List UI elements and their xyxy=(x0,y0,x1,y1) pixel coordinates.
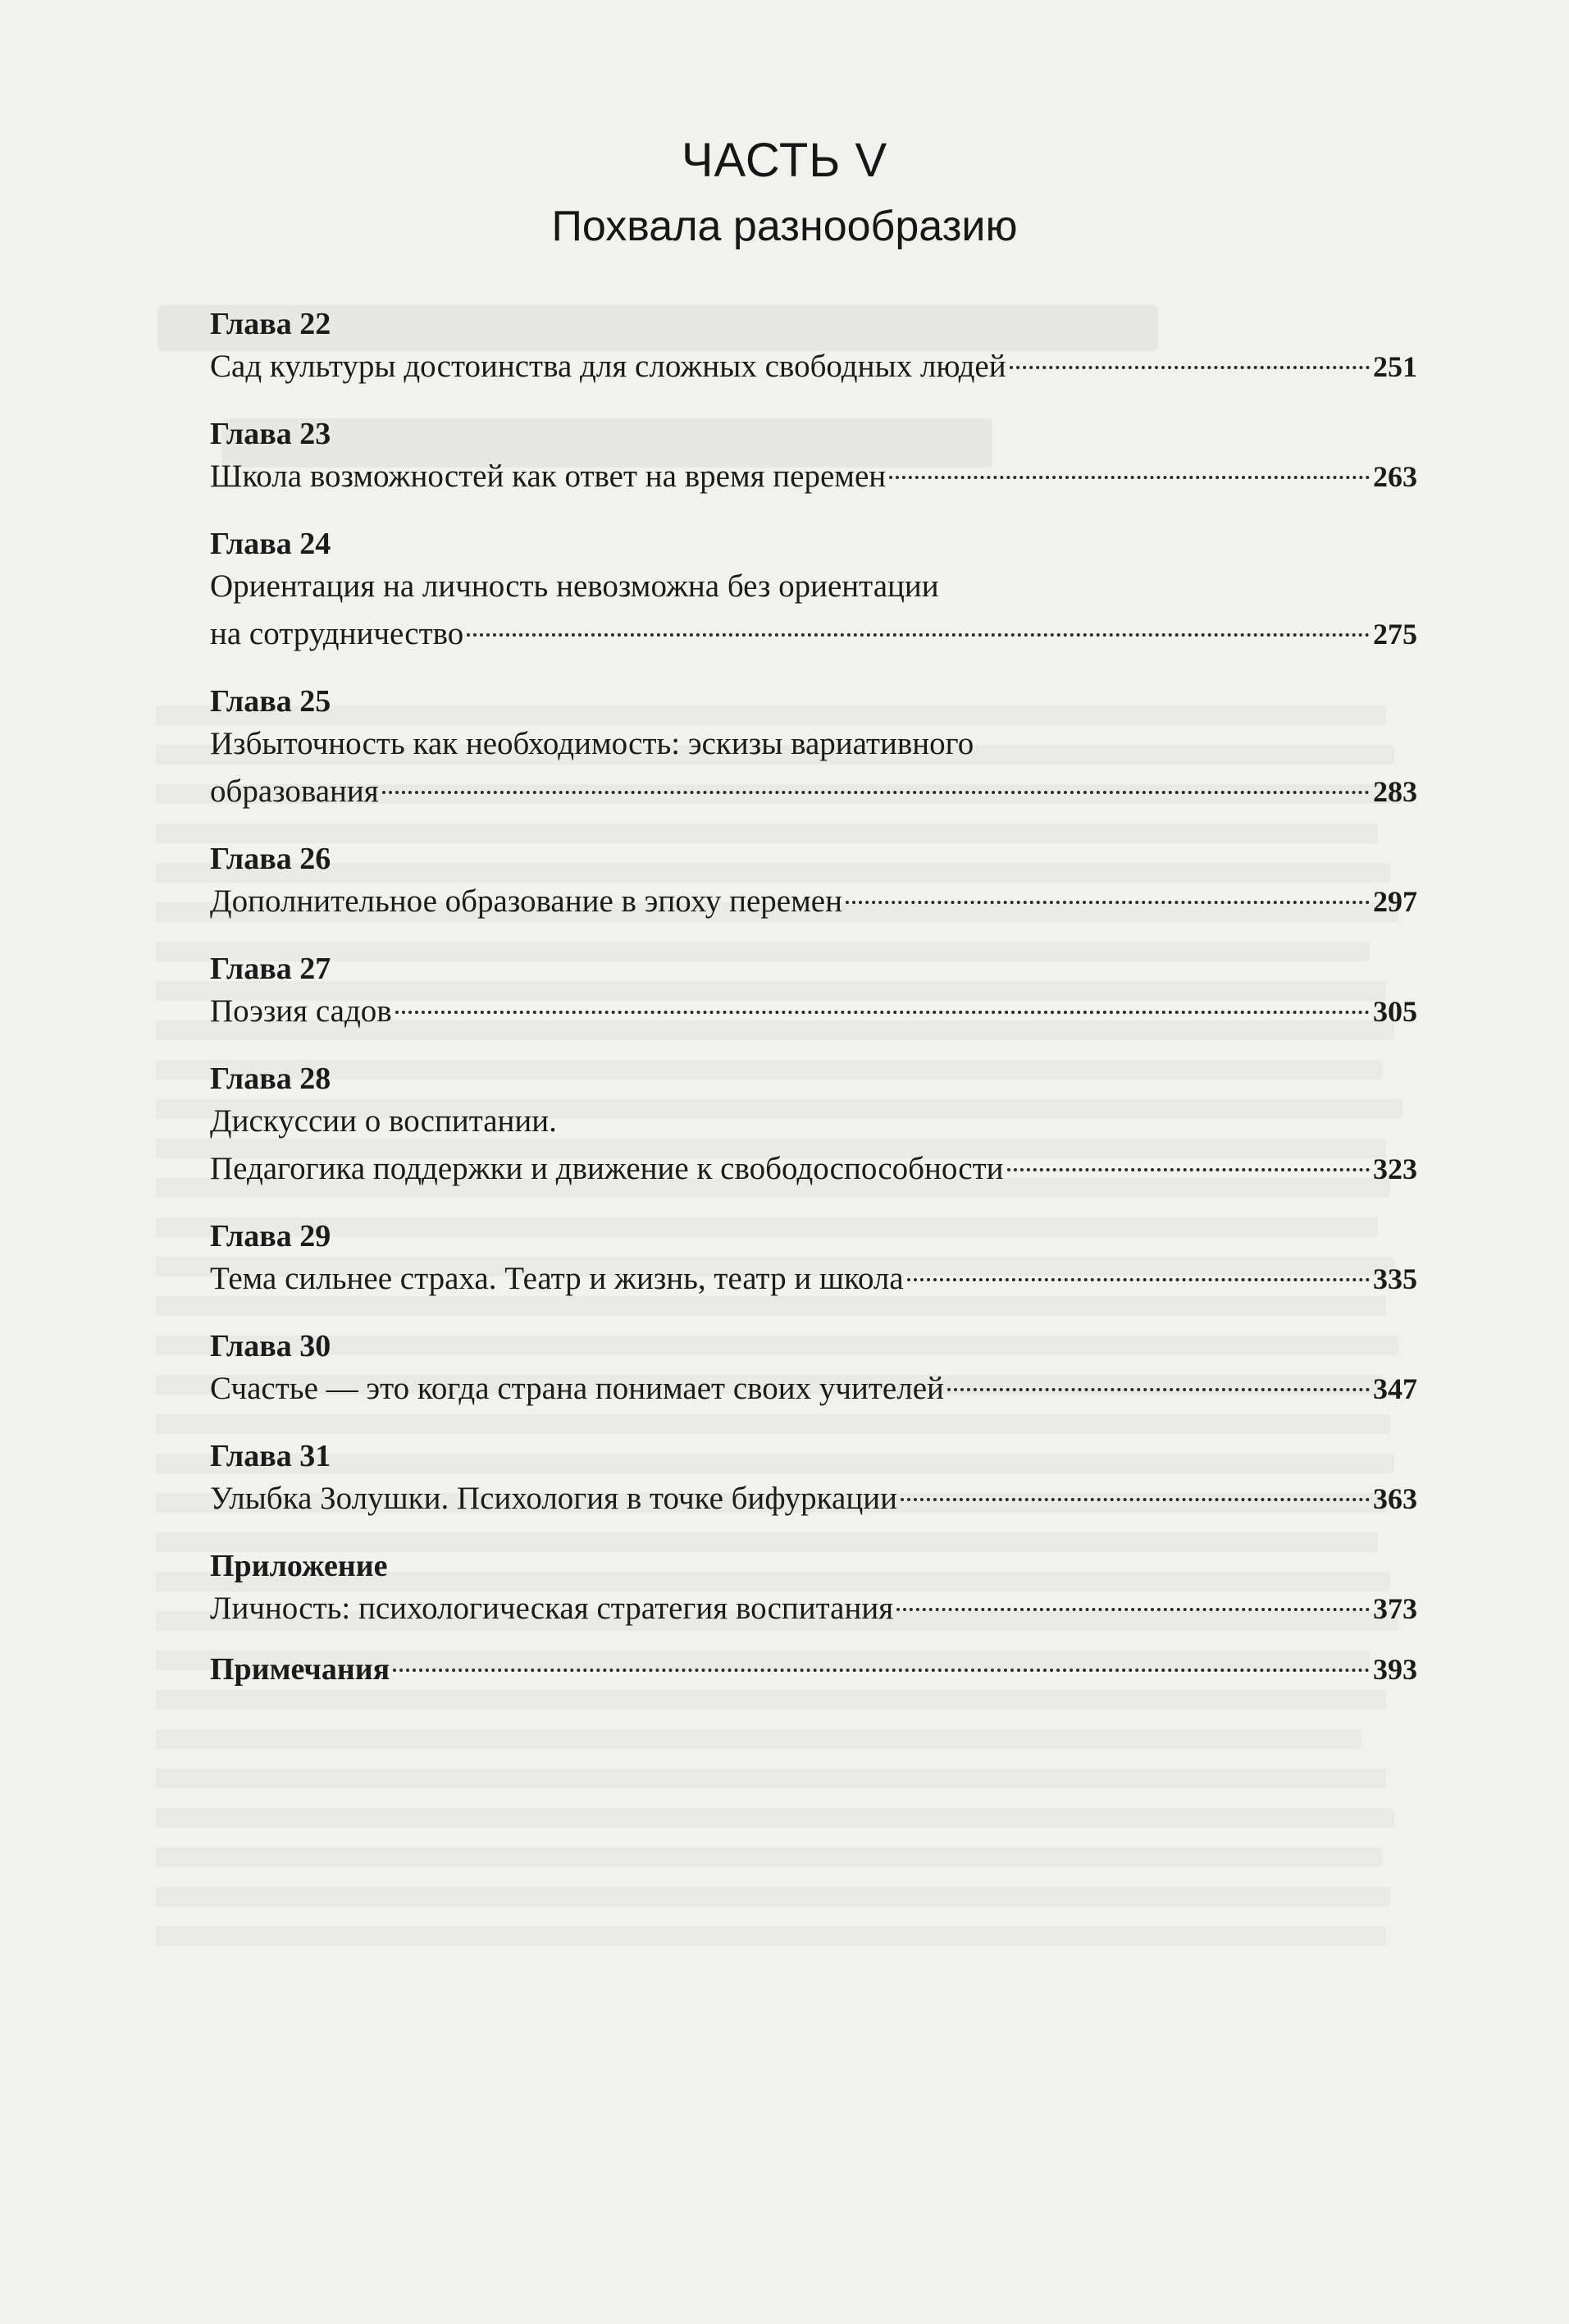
dot-leader xyxy=(947,1387,1370,1391)
page-number: 335 xyxy=(1373,1262,1417,1295)
chapter-title-continued: на сотрудничество xyxy=(210,616,464,651)
chapter-title: Поэзия садов xyxy=(210,993,392,1029)
chapter-title: Избыточность как необходимость: эскизы вариативного xyxy=(210,726,974,761)
chapter-title: Дополнительное образование в эпоху перемен xyxy=(210,883,842,919)
toc-entry xyxy=(210,1437,1417,1523)
toc-line xyxy=(210,768,1417,815)
chapter-title: Ориентация на личность невозможна без ориентации xyxy=(210,568,939,604)
dot-leader xyxy=(846,900,1370,904)
toc-line xyxy=(210,343,1417,390)
toc-line xyxy=(210,878,1417,925)
chapter-title-continued: образования xyxy=(210,774,379,809)
chapter-title: Сад культуры достоинства для сложных свободных людей xyxy=(210,349,1006,384)
chapter-label: Глава 28 xyxy=(210,1062,331,1096)
toc-line xyxy=(210,610,1417,658)
toc-entry-notes xyxy=(210,1646,1417,1693)
show-through-line xyxy=(156,1887,1390,1906)
dot-leader xyxy=(907,1277,1370,1281)
chapter-label: Глава 27 xyxy=(210,952,331,986)
table-of-contents xyxy=(210,305,1417,1718)
show-through-line xyxy=(156,1847,1382,1867)
toc-line xyxy=(210,988,1417,1035)
show-through-line xyxy=(156,1808,1394,1828)
toc-line xyxy=(210,1255,1417,1303)
chapter-label: Глава 24 xyxy=(210,527,331,561)
toc-line xyxy=(210,1585,1417,1632)
chapter-label: Глава 29 xyxy=(210,1219,331,1253)
page-number: 297 xyxy=(1373,885,1417,918)
dot-leader xyxy=(395,1010,1370,1014)
chapter-label: Глава 25 xyxy=(210,684,331,719)
dot-leader xyxy=(393,1668,1370,1672)
page-number: 251 xyxy=(1373,350,1417,383)
chapter-label: Глава 31 xyxy=(210,1439,331,1473)
notes-label: Примечания xyxy=(210,1652,390,1687)
chapter-title: Тема сильнее страха. Театр и жизнь, театр и школа xyxy=(210,1261,904,1296)
toc-entry xyxy=(210,305,1417,390)
toc-entry xyxy=(210,1060,1417,1193)
appendix-label: Приложение xyxy=(210,1549,388,1583)
toc-line xyxy=(210,1145,1417,1193)
toc-entry xyxy=(210,683,1417,815)
show-through-line xyxy=(156,1729,1361,1749)
page-number: 323 xyxy=(1373,1153,1417,1185)
toc-entry xyxy=(210,1217,1417,1303)
part-number: ЧАСТЬ V xyxy=(681,134,888,187)
dot-leader xyxy=(382,790,1370,794)
chapter-title: Дискуссии о воспитании. xyxy=(210,1103,557,1139)
toc-line xyxy=(210,1475,1417,1523)
chapter-title-continued: Педагогика поддержки и движение к свободоспособности xyxy=(210,1151,1004,1186)
toc-line xyxy=(210,1646,1417,1693)
page-number: 393 xyxy=(1373,1653,1417,1686)
toc-entry xyxy=(210,950,1417,1035)
dot-leader xyxy=(889,475,1370,479)
page-number: 263 xyxy=(1373,460,1417,493)
page-number: 373 xyxy=(1373,1592,1417,1625)
dot-leader xyxy=(896,1607,1370,1611)
chapter-label: Глава 30 xyxy=(210,1329,331,1363)
chapter-label: Глава 26 xyxy=(210,842,331,876)
chapter-label: Глава 22 xyxy=(210,307,331,341)
toc-entry xyxy=(210,840,1417,925)
dot-leader xyxy=(1007,1167,1370,1171)
toc-entry-appendix xyxy=(210,1547,1417,1632)
chapter-title: Счастье — это когда страна понимает своих учителей xyxy=(210,1371,944,1406)
chapter-title: Школа возможностей как ответ на время перемен xyxy=(210,459,887,494)
toc-line xyxy=(210,453,1417,500)
appendix-title: Личность: психологическая стратегия воспитания xyxy=(210,1591,894,1626)
toc-line xyxy=(210,1365,1417,1413)
page-number: 283 xyxy=(1373,775,1417,808)
part-title: Похвала разнообразию xyxy=(551,203,1018,250)
chapter-title: Улыбка Золушки. Психология в точке бифуркации xyxy=(210,1481,897,1516)
page-number: 275 xyxy=(1373,618,1417,651)
chapter-label: Глава 23 xyxy=(210,417,331,451)
toc-entry xyxy=(210,1327,1417,1413)
show-through-line xyxy=(156,1769,1386,1788)
page-number: 347 xyxy=(1373,1372,1417,1405)
dot-leader xyxy=(467,632,1370,637)
dot-leader xyxy=(901,1497,1370,1501)
dot-leader xyxy=(1010,365,1370,369)
page-number: 305 xyxy=(1373,995,1417,1028)
toc-entry xyxy=(210,415,1417,500)
toc-entry xyxy=(210,525,1417,658)
page-number: 363 xyxy=(1373,1482,1417,1515)
show-through-line xyxy=(156,1926,1386,1946)
